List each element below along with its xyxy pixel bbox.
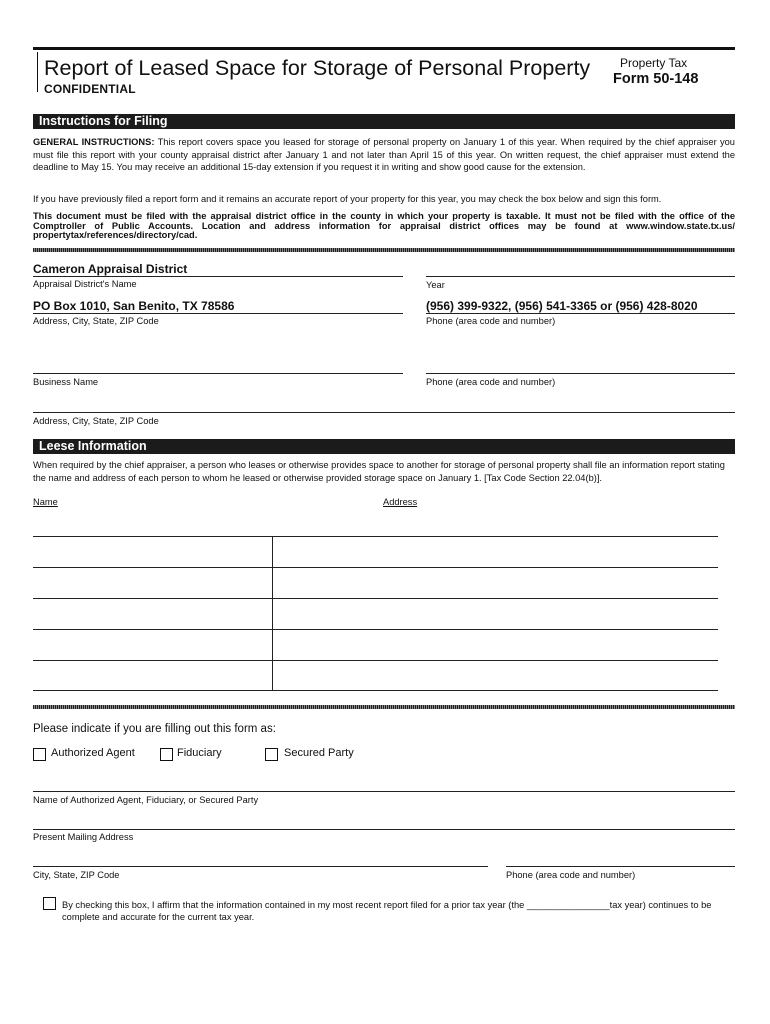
fiduciary-label: Fiduciary (177, 747, 222, 759)
affirm-year-blank[interactable]: ________________ (526, 900, 610, 910)
business-address-field[interactable] (33, 412, 735, 413)
leese-name-header: Name (33, 497, 58, 507)
filer-phone-label: Phone (area code and number) (506, 870, 636, 880)
previous-report-text: If you have previously filed a report form and it remains an accurate report of your property for this year, you may check the box below and sign this form. (33, 194, 662, 204)
confidential-label: CONFIDENTIAL (44, 82, 136, 96)
fiduciary-checkbox[interactable] (160, 748, 173, 761)
year-label: Year (426, 280, 445, 290)
authorized-agent-label: Authorized Agent (51, 747, 135, 759)
district-phone-label: Phone (area code and number) (426, 316, 556, 326)
leese-table-divider (272, 536, 273, 690)
district-address-value: PO Box 1010, San Benito, TX 78586 (33, 299, 235, 313)
filer-city-field[interactable] (33, 866, 488, 867)
affirm-checkbox[interactable] (43, 897, 56, 910)
section-divider (33, 248, 735, 252)
filer-phone-field[interactable] (506, 866, 735, 867)
leese-section-bar (33, 439, 735, 454)
general-instructions-label: GENERAL INSTRUCTIONS: (33, 137, 155, 147)
mailing-address-label: Present Mailing Address (33, 832, 134, 842)
district-name-line (33, 276, 403, 277)
instructions-section-title: Instructions for Filing (39, 114, 168, 128)
filer-name-field[interactable] (33, 791, 735, 792)
secured-party-label: Secured Party (284, 747, 354, 759)
leese-row-5[interactable] (33, 660, 718, 661)
filing-notice: This document must be filed with the appraisal district office in the county in which your property is taxable. It must not be filed with the office of the Comptroller of Public Accounts. Location and address information for appraisal district offices may be found at www.window.state.tx.us/ propertytax/references/directory/cad. (33, 211, 735, 240)
leese-row-2[interactable] (33, 567, 718, 568)
authorized-agent-checkbox[interactable] (33, 748, 46, 761)
filer-prompt: Please indicate if you are filling out this form as: (33, 723, 276, 735)
secured-party-checkbox[interactable] (265, 748, 278, 761)
district-phone-value: (956) 399-9322, (956) 541-3365 or (956) 428-8020 (426, 299, 698, 313)
instructions-section-bar (33, 114, 735, 129)
header-left-rule (37, 52, 38, 92)
business-phone-label: Phone (area code and number) (426, 377, 556, 387)
leese-description: When required by the chief appraiser, a person who leases or otherwise provides space to another for storage of personal property shall file an information report stating the name and address of each person to whom he leased or otherwise provided storage space on January 1. [Tax Code Section 22.04(b)]. (33, 460, 725, 483)
affirm-text-part2: tax year) continues to be complete and accurate for the current tax year. (62, 900, 712, 922)
section-divider-2 (33, 705, 735, 709)
business-address-label: Address, City, State, ZIP Code (33, 416, 159, 426)
leese-row-6[interactable] (33, 690, 718, 691)
filer-city-label: City, State, ZIP Code (33, 870, 120, 880)
year-field[interactable] (426, 276, 735, 277)
form-category: Property Tax (620, 56, 688, 70)
form-number: Form 50-148 (613, 71, 699, 87)
leese-row-3[interactable] (33, 598, 718, 599)
mailing-address-field[interactable] (33, 829, 735, 830)
business-phone-field[interactable] (426, 373, 735, 374)
affirm-text-part1: By checking this box, I affirm that the information contained in my most recent report filed for a prior tax year (the (62, 900, 527, 910)
header-rule (33, 47, 735, 50)
leese-section-title: Leese Information (39, 439, 147, 453)
leese-address-header: Address (383, 497, 418, 507)
affirm-text (62, 899, 735, 923)
form-title: Report of Leased Space for Storage of Personal Property (44, 56, 591, 80)
leese-row-4[interactable] (33, 629, 718, 630)
leese-row-1[interactable] (33, 536, 718, 537)
district-address-line (33, 313, 403, 314)
district-name-label: Appraisal District's Name (33, 279, 137, 289)
business-name-label: Business Name (33, 377, 99, 387)
general-instructions (33, 136, 735, 174)
district-name-value: Cameron Appraisal District (33, 262, 188, 276)
district-phone-line (426, 313, 735, 314)
general-instructions-text: This report covers space you leased for storage of personal property on January 1 of this year. When required by the chief appraiser you must file this report with your county appraisal district after January 1 and not later than April 15 of this year. On written request, the chief appraiser must extend the deadline to May 15. You may receive an additional 15-day extension if you request it in writing and show good cause for the extension. (33, 137, 735, 172)
business-name-field[interactable] (33, 373, 403, 374)
filer-name-label: Name of Authorized Agent, Fiduciary, or Secured Party (33, 795, 259, 805)
district-address-label: Address, City, State, ZIP Code (33, 316, 159, 326)
